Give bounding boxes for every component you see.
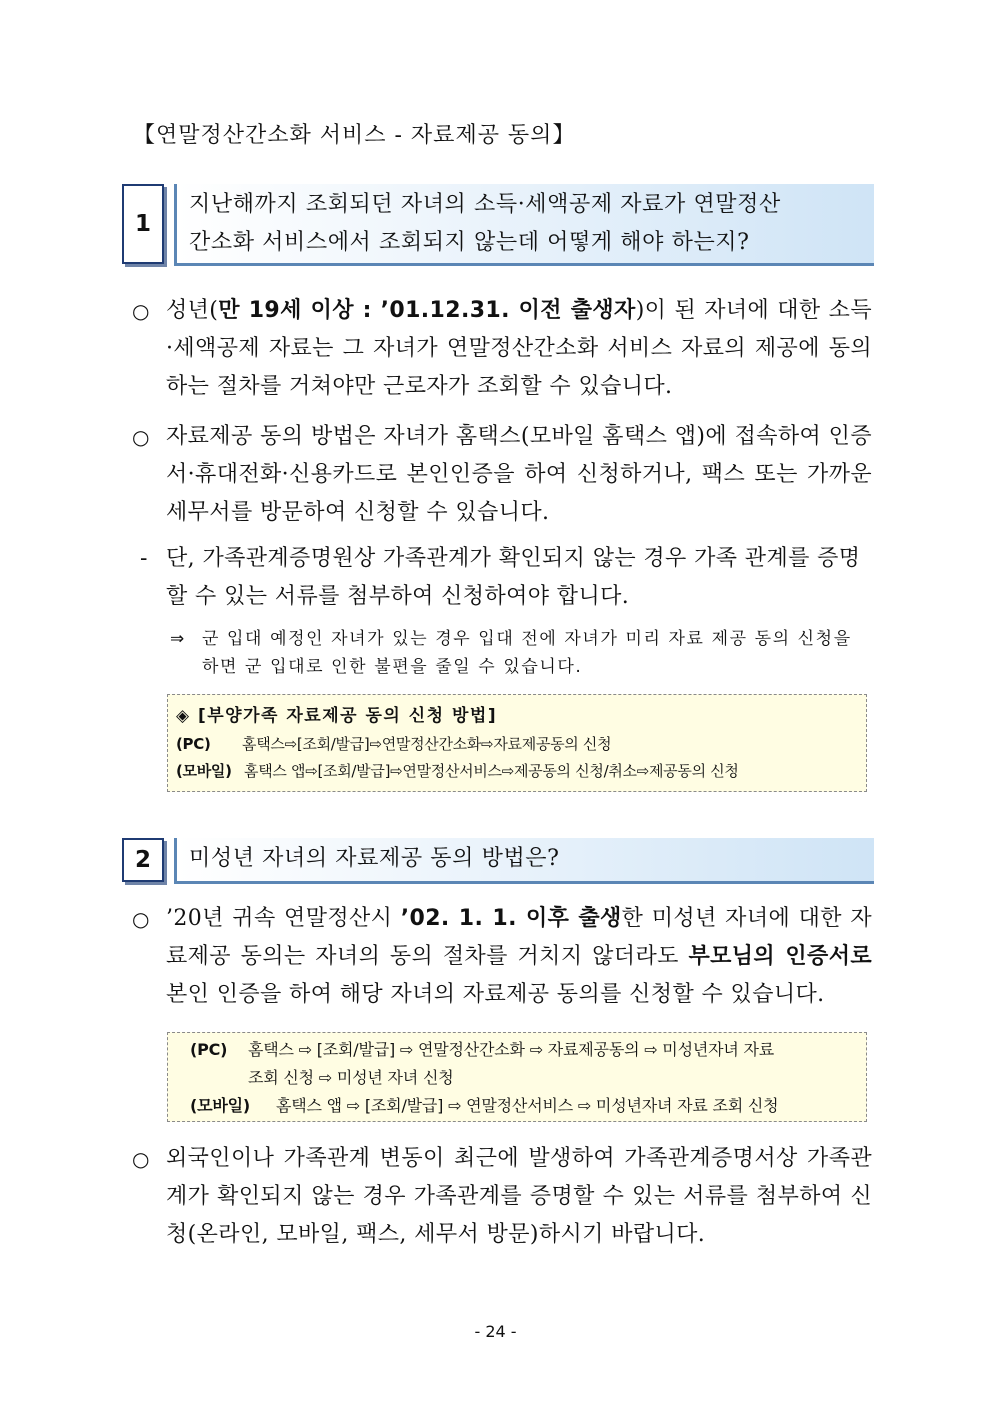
answer-paragraph-2 [132,418,872,532]
question-number-badge: 1 [122,184,164,264]
circle-bullet-icon: ○ [132,1147,150,1171]
pc-path-continued: 조회 신청 ⇨ 미성년 자녀 신청 [248,1068,454,1087]
method-box [167,694,867,792]
question-1 [122,184,874,266]
question-line: 간소화 서비스에서 조회되지 않는데 어떻게 해야 하는지? [189,230,750,255]
answer-paragraph-4 [132,1140,872,1254]
minor-mobile-line [176,1092,858,1120]
bold-text: ’02. 1. 1. 이후 출생 [400,906,622,931]
pc-label: (PC) [176,735,211,753]
mobile-path: 홈택스 앱⇨[조회/발급]⇨연말정산서비스⇨제공동의 신청/취소⇨제공동의 신청 [244,762,739,780]
note-text: 군 입대 예정인 자녀가 있는 경우 입대 전에 자녀가 미리 자료 제공 동의 신청을 하면 군 입대로 인한 불편을 줄일 수 있습니다. [202,629,852,677]
page-number: - 24 - [474,1322,517,1341]
question-number-badge: 2 [122,838,164,882]
arrow-note [170,625,872,681]
circle-bullet-icon: ○ [132,299,150,323]
pc-path: 홈택스⇨[조회/발급]⇨연말정산간소화⇨자료제공동의 신청 [242,735,612,753]
text-span: 성년( [166,298,219,323]
circle-bullet-icon: ○ [132,425,150,449]
section-title: 【연말정산간소화 서비스 - 자료제공 동의】 [133,123,576,148]
method-pc-line [176,731,858,758]
method-mobile-line [176,758,858,785]
paragraph-text: 외국인이나 가족관계 변동이 최근에 발생하여 가족관계증명서상 가족관계가 확인되지 않는 경우 가족관계를 증명할 수 있는 서류를 첨부하여 신청(온라인, 모바일, 팩스, 세무서 방문)하시기 바랍니다. [166,1146,872,1247]
question-text-box [174,838,874,884]
question-2 [122,838,874,884]
mobile-label: (모바일) [176,762,232,780]
text-span: ’20년 귀속 연말정산시 [166,906,401,931]
paragraph-text [166,292,872,406]
pc-path: 홈택스 ⇨ [조회/발급] ⇨ 연말정산간소화 ⇨ 자료제공동의 ⇨ 미성년자녀 자료 [248,1040,774,1059]
dash-item [140,540,872,616]
pc-label: (PC) [190,1040,228,1059]
paragraph-text: 자료제공 동의 방법은 자녀가 홈택스(모바일 홈택스 앱)에 접속하여 인증서·휴대전화·신용카드로 본인인증을 하여 신청하거나, 팩스 또는 가까운 세무서를 방문하여 신청할 수 있습니다. [166,424,872,525]
mobile-label: (모바일) [190,1096,250,1115]
text-span: 한 미성년 자녀에 대한 자료제공 동의는 자녀의 동의 절차를 거치지 않더라도 [166,906,872,969]
question-text-box [174,184,874,266]
text-span: 본인 인증을 하여 해당 자녀의 자료제공 동의를 신청할 수 있습니다. [166,982,825,1007]
minor-pc-line [176,1036,858,1064]
dash-marker: - [140,546,148,571]
paragraph-text [166,900,872,1014]
text-span: )이 된 자녀에 대한 소득·세액공제 자료는 그 자녀가 연말정산간소화 서비스 자료의 제공에 동의하는 절차를 거쳐야만 근로자가 조회할 수 있습니다. [166,298,872,399]
answer-paragraph-3 [132,900,872,1014]
method-box-heading: ◈ [부양가족 자료제공 동의 신청 방법] [176,706,498,726]
bold-text: 만 19세 이상 : ’01.12.31. 이전 출생자 [218,298,636,323]
mobile-path: 홈택스 앱 ⇨ [조회/발급] ⇨ 연말정산서비스 ⇨ 미성년자녀 자료 조회 신청 [276,1096,779,1115]
minor-pc-line-continued [176,1064,858,1092]
minor-method-box [167,1032,867,1122]
question-line: 지난해까지 조회되던 자녀의 소득·세액공제 자료가 연말정산 [189,192,781,217]
answer-paragraph-1 [132,292,872,406]
question-line: 미성년 자녀의 자료제공 동의 방법은? [189,846,560,871]
circle-bullet-icon: ○ [132,907,150,931]
dash-text: 단, 가족관계증명원상 가족관계가 확인되지 않는 경우 가족 관계를 증명할 수 있는 서류를 첨부하여 신청하여야 합니다. [166,546,861,609]
double-arrow-icon: ⇒ [170,629,186,649]
bold-text: 부모님의 인증서로 [688,944,872,969]
